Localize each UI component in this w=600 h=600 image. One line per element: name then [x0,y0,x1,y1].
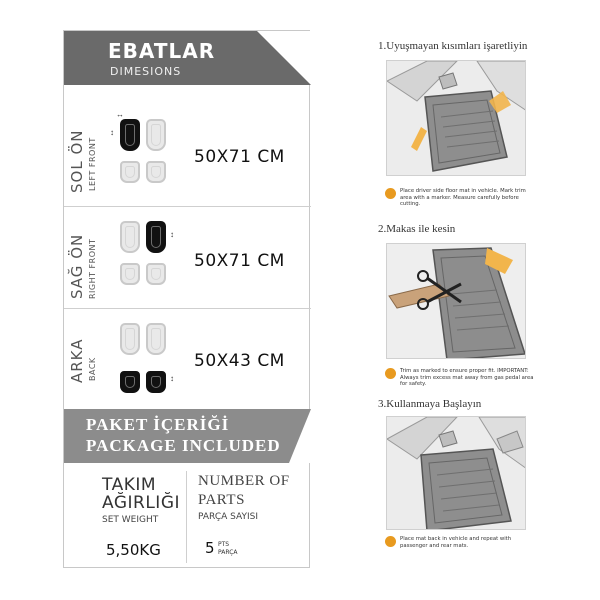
car-floor-fitted-illustration [387,417,526,530]
step-2-note-text: Trim as marked to ensure proper fit. IMPORTANT: Always trim excess mat away from gas pedal area for safety. [400,368,534,388]
side-label-en: BACK [88,357,97,381]
step-3-note-text: Place mat back in vehicle and repeat with passenger and rear mats. [400,536,512,549]
banner-corner-cut [289,409,311,463]
light-mat-icon [120,263,140,285]
light-mat-icon [120,161,140,183]
warning-dot-icon [385,368,396,379]
parts-label-1: NUMBER OF [198,473,290,489]
dimensions-panel [63,30,310,568]
side-label-en: LEFT FRONT [88,137,97,191]
height-arrow-icon: ↕ [110,128,114,137]
step-2-title: 2.Makas ile kesin [378,223,456,235]
parts-value: 5 [205,539,215,557]
side-label-tr: SOL ÖN [68,129,86,193]
mat-size: 50X71 CM [194,251,285,271]
car-floor-mark-illustration [387,61,526,176]
warning-dot-icon [385,188,396,199]
weight-value: 5,50KG [106,541,161,559]
light-mat-icon [120,221,140,253]
parts-label-tr: PARÇA SAYISI [198,512,258,522]
package-details [64,463,311,569]
height-arrow-icon: ↕ [170,374,174,383]
mat-layout-diagram [114,319,176,401]
parts-label-2: PARTS [198,492,245,508]
mat-layout-diagram [110,110,176,197]
dark-mat-icon [146,221,166,253]
light-mat-icon [146,119,166,151]
light-mat-icon [146,161,166,183]
dimensions-title: EBATLAR [108,39,216,63]
trim-mat-scissors-illustration [387,244,526,359]
weight-label-en: SET WEIGHT [102,515,159,525]
warning-dot-icon [385,536,396,547]
step-1-illustration [386,60,526,176]
step-2-illustration [386,243,526,359]
mat-layout-diagram [114,217,176,299]
light-mat-icon [146,323,166,355]
dimensions-subtitle: DIMESIONS [110,65,182,78]
package-included-banner [64,409,311,463]
parts-unit-tr: PARÇA [218,549,238,556]
light-mat-icon [146,263,166,285]
weight-label-2: AĞIRLIĞI [102,493,181,513]
side-label-tr: SAĞ ÖN [68,233,86,299]
side-label [66,309,106,405]
package-title-tr: PAKET İÇERİĞİ [86,415,230,434]
row-right-front [64,207,311,309]
weight-label-1: TAKIM [102,475,157,495]
height-arrow-icon: ↕ [170,230,174,239]
package-title-en: PACKAGE INCLUDED [86,436,281,455]
side-label [66,105,106,206]
side-label [66,207,106,308]
parts-unit-en: PTS [218,541,230,548]
side-label-tr: ARKA [68,338,86,383]
side-label-en: RIGHT FRONT [88,238,97,299]
step-3-title: 3.Kullanmaya Başlayın [378,398,482,410]
dark-mat-icon [120,371,140,393]
details-divider [186,471,187,563]
mat-size: 50X43 CM [194,351,285,371]
width-arrow-icon: ↔ [116,110,124,119]
step-1-title: 1.Uyuşmayan kısımları işaretliyin [378,40,528,52]
dimensions-header [64,31,311,85]
dark-mat-icon [120,119,140,151]
step-1-note-text: Place driver side floor mat in vehicle. Mark trim area with a marker. Measure carefully before cutting. [400,188,526,208]
row-left-front [64,105,311,207]
dark-mat-icon [146,371,166,393]
light-mat-icon [120,323,140,355]
row-back [64,309,311,405]
step-3-illustration [386,416,526,530]
header-corner-cut [257,31,311,85]
mat-size: 50X71 CM [194,147,285,167]
